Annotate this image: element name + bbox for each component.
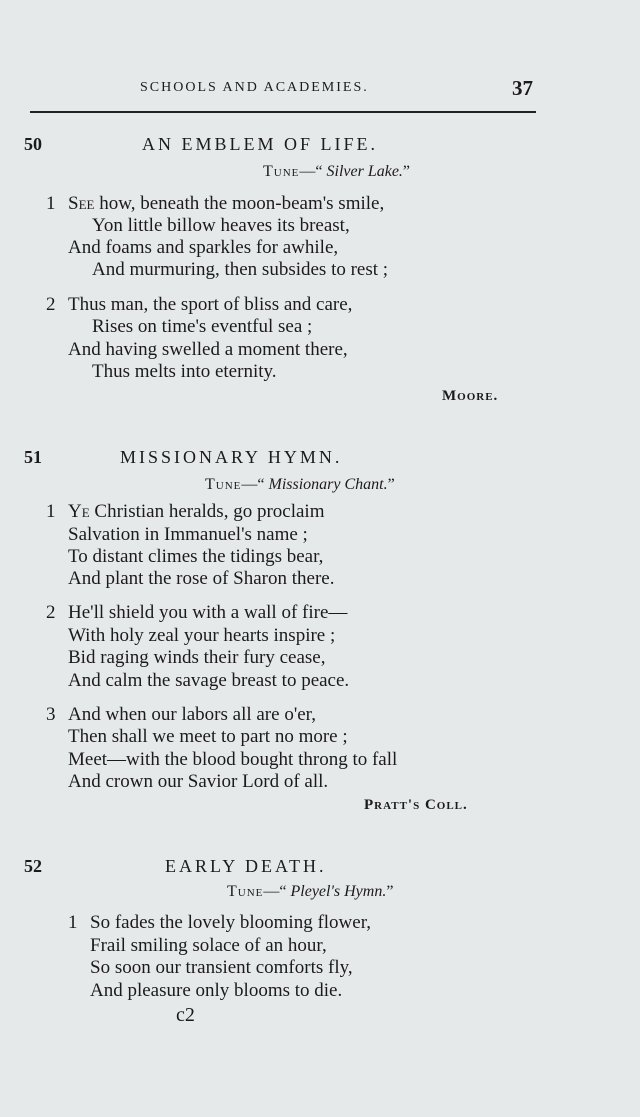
verse-line: Meet—with the blood bought throng to fall [68,749,398,770]
verse-line: To distant climes the tidings bear, [68,546,324,567]
hymn-number: 52 [24,856,42,876]
verse-line: 1 Ye Christian heralds, go proclaim [46,501,325,522]
verse-number: 1 [46,193,56,214]
verse-line: And murmuring, then subsides to rest ; [92,259,389,280]
tune-label: Tune [263,163,300,180]
verse-line: Salvation in Immanuel's name ; [68,524,308,545]
verse-line: 2 He'll shield you with a wall of fire— [46,602,348,623]
verse-line: Rises on time's eventful sea ; [92,316,313,337]
hymn-number: 51 [24,447,42,467]
signature-mark: c2 [176,1004,195,1026]
verse-number: 3 [46,704,56,725]
hymn-title: EARLY DEATH. [165,856,327,876]
verse-line: Frail smiling solace of an hour, [90,935,327,956]
verse-line: Thus melts into eternity. [92,361,277,382]
hymn-title: MISSIONARY HYMN. [120,447,343,467]
verse-line: Bid raging winds their fury cease, [68,647,326,668]
page-number: 37 [512,76,533,100]
verse-line: With holy zeal your hearts inspire ; [68,625,336,646]
verse-line: Then shall we meet to part no more ; [68,726,348,747]
verse-line: 1 So fades the lovely blooming flower, [68,912,372,933]
verse-line: And crown our Savior Lord of all. [68,771,329,792]
hymn-title: AN EMBLEM OF LIFE. [142,134,379,154]
verse-number: 1 [46,501,56,522]
verse-number: 1 [68,912,78,933]
running-head: SCHOOLS AND ACADEMIES. [140,80,369,95]
tune-name: Missionary Chant. [268,476,388,493]
tune-line: Tune—“ Silver Lake.” [263,163,411,180]
attribution: Pratt's Coll. [364,797,468,813]
tune-line: Tune—“ Pleyel's Hymn.” [227,883,394,900]
verse-line: So soon our transient comforts fly, [90,957,353,978]
verse-line: And calm the savage breast to peace. [68,670,350,691]
tune-name: Pleyel's Hymn. [290,883,387,900]
verse-line: Yon little billow heaves its breast, [92,215,350,236]
tune-name: Silver Lake. [326,163,403,180]
verse-line: And having swelled a moment there, [68,339,348,360]
verse-line: And plant the rose of Sharon there. [68,568,335,589]
attribution: Moore. [442,388,499,404]
tune-label: Tune [227,883,264,900]
verse-line: 3 And when our labors all are o'er, [46,704,316,725]
verse-line: And pleasure only blooms to die. [90,980,343,1001]
tune-line: Tune—“ Missionary Chant.” [205,476,395,493]
verse-number: 2 [46,602,56,623]
verse-line: 1 See how, beneath the moon-beam's smile, [46,193,385,214]
verse-line: 2 Thus man, the sport of bliss and care, [46,294,353,315]
header-rule [30,111,536,113]
verse-line: And foams and sparkles for awhile, [68,237,339,258]
tune-label: Tune [205,476,242,493]
hymn-number: 50 [24,134,42,154]
verse-number: 2 [46,294,56,315]
